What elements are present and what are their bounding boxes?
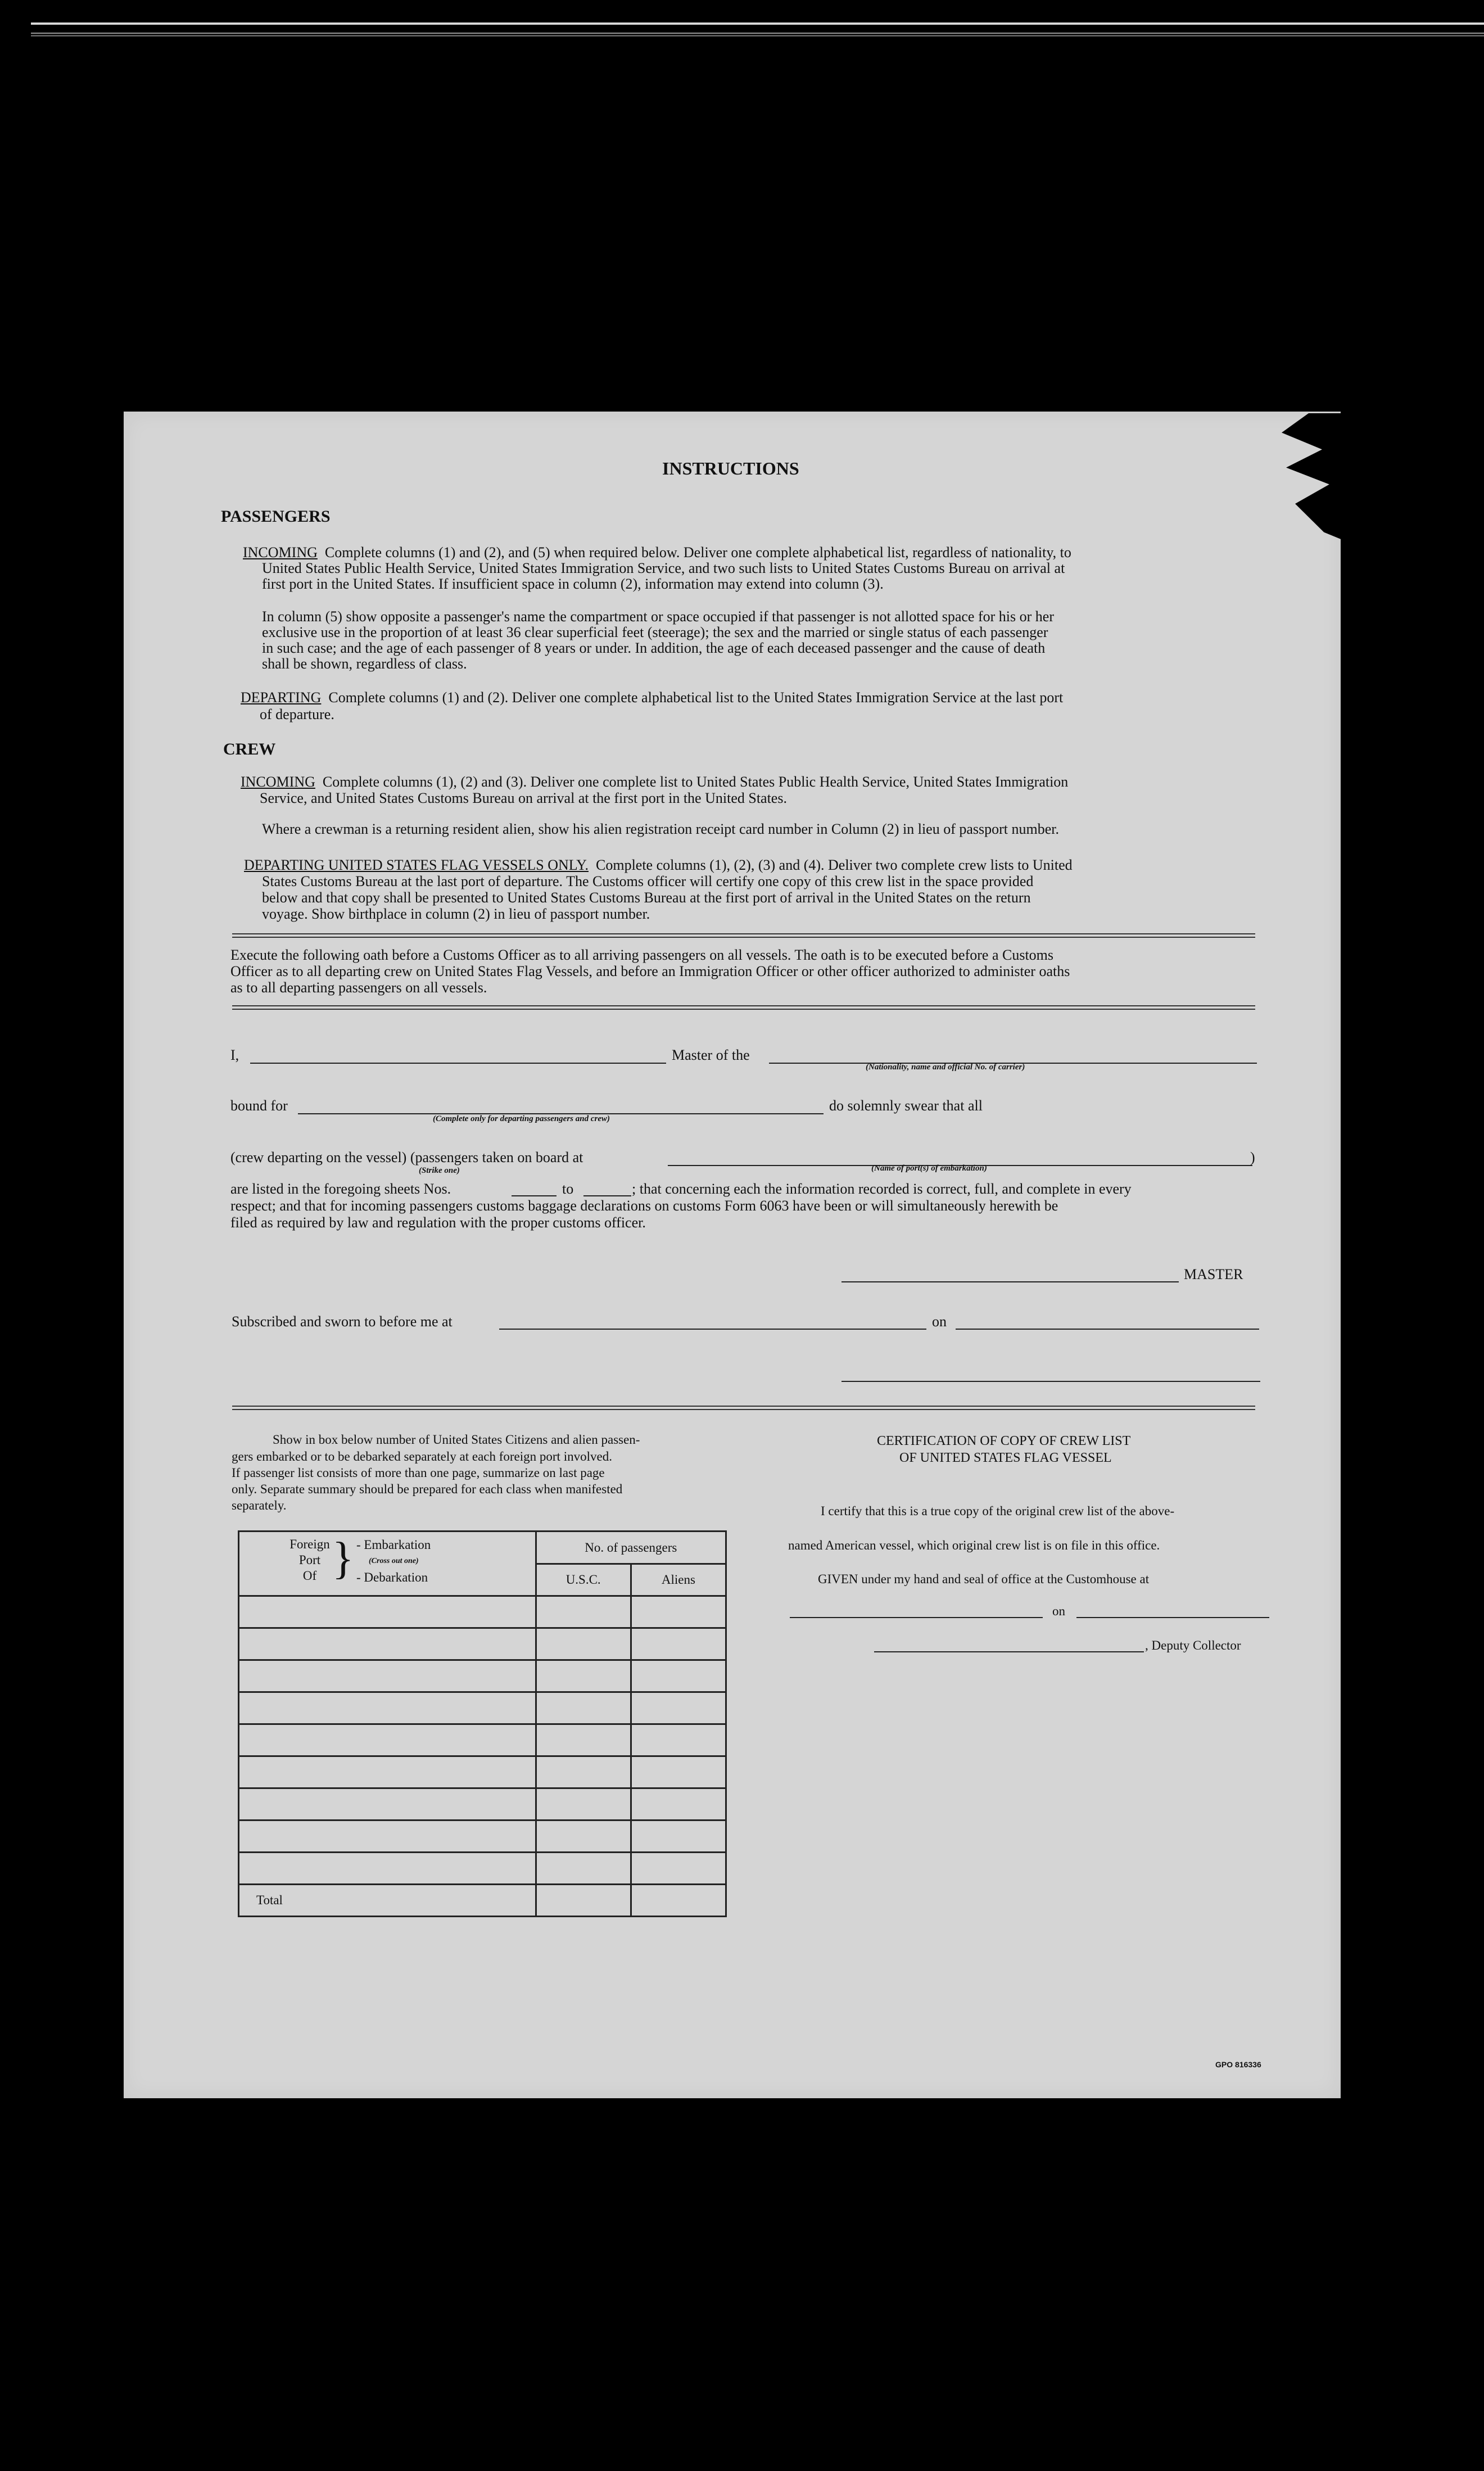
certification-title-1: CERTIFICATION OF COPY OF CREW LIST — [877, 1434, 1131, 1448]
page-title: INSTRUCTIONS — [662, 458, 799, 478]
listed-to-label: to — [562, 1181, 574, 1197]
sheet-from-field[interactable] — [512, 1195, 556, 1196]
master-name-field[interactable] — [250, 1063, 666, 1064]
column5-line-4: shall be shown, regardless of class. — [262, 656, 467, 672]
crew-heading: CREW — [223, 740, 276, 758]
certification-title-2: OF UNITED STATES FLAG VESSEL — [899, 1451, 1112, 1465]
total-row — [239, 1885, 726, 1917]
oath-divider — [232, 1005, 1255, 1010]
table-row — [239, 1821, 726, 1853]
sworn-date-field[interactable] — [956, 1329, 1259, 1330]
table-row — [239, 1660, 726, 1692]
column5-line-2: exclusive use in the proportion of at least 36 clear superficial feet (steerage); the sex and the married or single status of each passenger — [262, 624, 1048, 640]
table-row — [239, 1628, 726, 1660]
customhouse-field[interactable] — [790, 1617, 1043, 1618]
oath-intro-line-2: Officer as to all departing crew on United States Flag Vessels, and before an Immigration Officer or other officer authorized to administer oaths — [230, 963, 1070, 979]
certification-date-field[interactable] — [1076, 1617, 1269, 1618]
certification-on-label: on — [1052, 1604, 1065, 1618]
sheet-to-field[interactable] — [583, 1195, 631, 1196]
master-of-label: Master of the — [672, 1047, 750, 1063]
oath-intro-line-3: as to all departing passengers on all vessels. — [230, 979, 487, 996]
summary-instr-4: only. Separate summary should be prepared for each class when manifested — [232, 1482, 623, 1496]
table-row — [239, 1724, 726, 1756]
embark-hint: (Name of port(s) of embarkation) — [871, 1164, 987, 1173]
aliens-header: Aliens — [631, 1564, 726, 1596]
table-row — [239, 1853, 726, 1885]
flag-vessels-line-4: voyage. Show birthplace in column (2) in lieu of passport number. — [262, 906, 650, 922]
bound-for-label: bound for — [230, 1097, 288, 1114]
usc-header: U.S.C. — [536, 1564, 631, 1596]
certification-text-1: I certify that this is a true copy of the original crew list of the above- — [821, 1504, 1175, 1518]
certification-text-2: named American vessel, which original crew list is on file in this office. — [788, 1538, 1160, 1552]
passenger-summary-table — [238, 1530, 727, 1917]
certification-text-3: GIVEN under my hand and seal of office at the Customhouse at — [818, 1572, 1150, 1586]
listed-line-1a: are listed in the foregoing sheets Nos. — [230, 1181, 451, 1197]
port-header-cell — [239, 1532, 536, 1596]
brace-glyph: } — [332, 1534, 354, 1583]
crew-resident-alien-note: Where a crewman is a returning resident alien, show his alien registration receipt card number in Column (2) in lieu of passport number. — [262, 821, 1060, 837]
strike-hint: (Strike one) — [419, 1166, 460, 1175]
table-row — [239, 1596, 726, 1628]
debarkation-label: - Debarkation — [356, 1570, 428, 1584]
officer-signature-field[interactable] — [841, 1381, 1260, 1382]
summary-instr-1: Show in box below number of United States Citizens and alien passen- — [273, 1433, 640, 1447]
of-label: Of — [302, 1569, 317, 1583]
foreign-label: Foreign — [289, 1537, 330, 1551]
deputy-signature-field[interactable] — [874, 1651, 1144, 1652]
flag-vessels-line-1: DEPARTING UNITED STATES FLAG VESSELS ONLY. Complete columns (1), (2), (3) and (4). Deliver two complete crew lists to United — [244, 857, 1073, 873]
summary-instr-2: gers embarked or to be debarked separately at each foreign port involved. — [232, 1449, 612, 1463]
section-divider — [232, 933, 1255, 938]
oath-intro-line-1: Execute the following oath before a Customs Officer as to all arriving passengers on all vessels. The oath is to be executed before a Customs — [230, 947, 1054, 963]
crew-incoming-line-2: Service, and United States Customs Bureau on arrival at the first port in the United States. — [260, 790, 787, 806]
scan-top-border — [31, 22, 1484, 34]
no-passengers-header: No. of passengers — [536, 1532, 726, 1564]
embarkation-label: - Embarkation — [356, 1538, 431, 1552]
column5-line-3: in such case; and the age of each passenger of 8 years or under. In addition, the age of each deceased passenger and the cause of death — [262, 640, 1046, 656]
listed-line-1c: ; that concerning each the information recorded is correct, full, and complete in every — [632, 1181, 1132, 1197]
departing-label: DEPARTING — [241, 689, 322, 706]
oath-i-label: I, — [230, 1047, 239, 1063]
subscribed-label: Subscribed and sworn to before me at — [232, 1313, 453, 1330]
deputy-collector-label: , Deputy Collector — [1145, 1638, 1241, 1652]
passengers-heading: PASSENGERS — [221, 507, 331, 526]
master-signature-field[interactable] — [841, 1281, 1179, 1282]
passengers-incoming-line-1: INCOMING Complete columns (1) and (2), and (5) when required below. Deliver one complete alphabetical list, regardless of nationality, to — [243, 544, 1071, 561]
bottom-divider — [232, 1406, 1255, 1410]
table-row — [239, 1756, 726, 1788]
cross-out-hint: (Cross out one) — [369, 1557, 419, 1565]
table-row — [239, 1692, 726, 1724]
crew-passengers-label: (crew departing on the vessel) (passengers taken on board at — [230, 1149, 583, 1166]
incoming-label: INCOMING — [243, 544, 318, 561]
master-label: MASTER — [1184, 1266, 1243, 1282]
close-paren: ) — [1250, 1149, 1255, 1166]
flag-vessels-line-2: States Customs Bureau at the last port of departure. The Customs officer will certify one copy of this crew list in the space provided — [262, 873, 1034, 889]
listed-line-3: filed as required by law and regulation with the proper customs officer. — [230, 1214, 646, 1231]
port-label: Port — [298, 1553, 321, 1567]
nationality-hint: (Nationality, name and official No. of carrier) — [866, 1063, 1025, 1072]
gpo-code: GPO 816336 — [1215, 2060, 1261, 2069]
bound-hint: (Complete only for departing passengers and crew) — [433, 1114, 610, 1123]
summary-instr-3: If passenger list consists of more than one page, summarize on last page — [232, 1466, 605, 1480]
sworn-place-field[interactable] — [499, 1329, 926, 1330]
listed-line-2: respect; and that for incoming passengers customs baggage declarations on customs Form 6063 have been or will simultaneously herewith be — [230, 1198, 1058, 1214]
swear-label: do solemnly swear that all — [829, 1097, 983, 1114]
flag-vessels-line-3: below and that copy shall be presented to United States Customs Bureau at the first port of arrival in the United States on the return — [262, 889, 1031, 906]
table-row — [239, 1788, 726, 1821]
passengers-incoming-line-2: United States Public Health Service, United States Immigration Service, and two such lists to United States Customs Bureau on arrival at — [262, 560, 1065, 576]
column5-line-1: In column (5) show opposite a passenger's name the compartment or space occupied if that passenger is not allotted space for his or her — [262, 608, 1054, 625]
crew-incoming-line-1: INCOMING Complete columns (1), (2) and (3). Deliver one complete list to United States Public Health Service, United States Immigration — [241, 774, 1069, 790]
passengers-incoming-line-3: first port in the United States. If insufficient space in column (2), information may extend into column (3). — [262, 576, 884, 592]
crew-incoming-label: INCOMING — [241, 774, 315, 790]
summary-instr-5: separately. — [232, 1498, 287, 1512]
passengers-departing-line-2: of departure. — [260, 706, 334, 722]
passengers-departing-line-1: DEPARTING Complete columns (1) and (2). Deliver one complete alphabetical list to the United States Immigration Service at the last port — [241, 689, 1064, 706]
sworn-on-label: on — [932, 1313, 947, 1330]
flag-vessels-label: DEPARTING UNITED STATES FLAG VESSELS ONLY. — [244, 857, 589, 873]
total-label: Total — [239, 1885, 536, 1917]
